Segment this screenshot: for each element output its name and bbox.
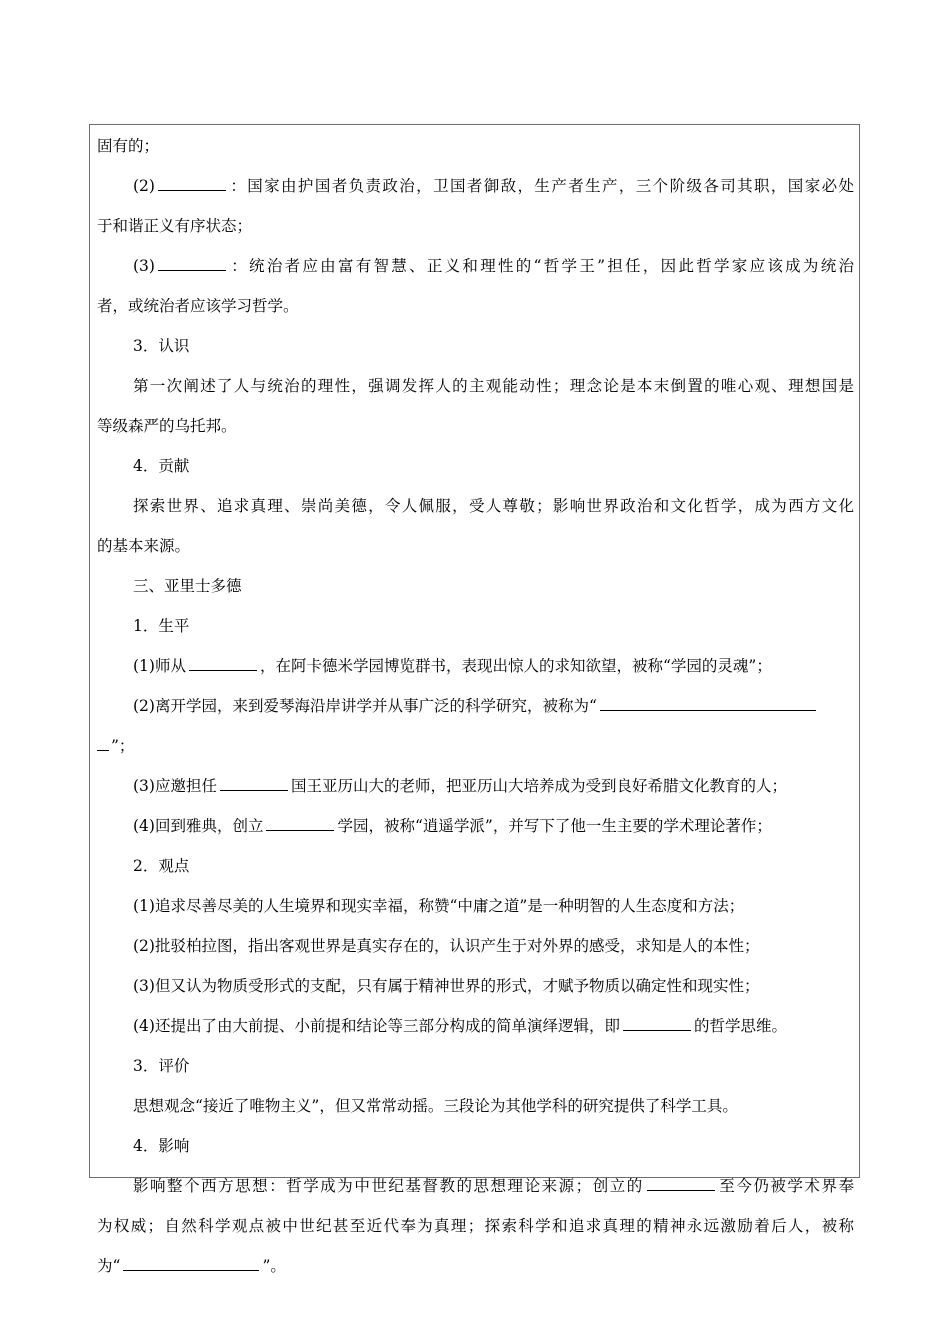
section-heading [97, 846, 854, 886]
text: ：国家由护国者负责政治，卫国者御敌，生产者生产，三个阶级各司其职，国家必处 [228, 177, 854, 195]
text: 的基本来源。 [97, 537, 191, 555]
section-heading [97, 606, 854, 646]
line-4 [97, 246, 854, 286]
line-16 [97, 726, 854, 766]
line-5 [97, 286, 854, 326]
line-22 [97, 966, 854, 1006]
text: (3)但又认为物质受形式的支配，只有属于精神世界的形式，才赋予物质以确定性和现实性； [133, 977, 760, 995]
line-2 [97, 166, 854, 206]
text: 1．生平 [133, 617, 190, 635]
text: 2．观点 [133, 857, 190, 875]
line-8 [97, 406, 854, 446]
text: 3．评价 [133, 1057, 190, 1075]
text: ”。 [262, 1257, 286, 1275]
line-21 [97, 926, 854, 966]
text: (1)师从 [133, 657, 186, 675]
fill-blank[interactable] [647, 1176, 715, 1191]
text: 于和谐正义有序状态； [97, 217, 253, 235]
section-heading [97, 1046, 854, 1086]
text: 者，或统治者应该学习哲学。 [97, 297, 299, 315]
line-11 [97, 526, 854, 566]
text: (3)应邀担任 [133, 777, 217, 795]
fill-blank[interactable] [600, 696, 816, 711]
line-17 [97, 766, 854, 806]
section-heading [97, 1126, 854, 1166]
text: (4)还提出了由大前提、小前提和结论等三部分构成的简单演绎逻辑，即 [133, 1017, 620, 1035]
line-28 [97, 1206, 854, 1246]
fill-blank[interactable] [266, 816, 334, 831]
text: ，在阿卡德米学园博览群书，表现出惊人的求知欲望，被称“学园的灵魂”； [259, 657, 772, 675]
fill-blank[interactable] [189, 656, 257, 671]
text: 三、亚里士多德 [133, 577, 242, 595]
text: ：统治者应由富有智慧、正义和理性的“哲学王”担任，因此哲学家应该成为统治 [228, 257, 854, 275]
text: ”； [111, 737, 135, 755]
text: (2)离开学园，来到爱琴海沿岸讲学并从事广泛的科学研究，被称为“ [133, 697, 597, 715]
line-14 [97, 646, 854, 686]
fill-blank[interactable] [158, 256, 226, 271]
text: (2)批驳柏拉图，指出客观世界是真实存在的，认识产生于对外界的感受，求知是人的本性； [133, 937, 760, 955]
text: 的哲学思维。 [693, 1017, 787, 1035]
text: (3) [133, 257, 155, 275]
line-7 [97, 366, 854, 406]
text: (2) [133, 177, 155, 195]
fill-blank[interactable] [623, 1016, 691, 1031]
text: 等级森严的乌托邦。 [97, 417, 237, 435]
document-body [97, 126, 854, 1286]
line-3 [97, 206, 854, 246]
line-29 [97, 1246, 854, 1286]
text: 影响整个西方思想：哲学成为中世纪基督教的思想理论来源；创立的 [133, 1177, 644, 1195]
line-27 [97, 1166, 854, 1206]
text: 思想观念“接近了唯物主义”，但又常常动摇。三段论为其他学科的研究提供了科学工具。 [133, 1097, 738, 1115]
line-25 [97, 1086, 854, 1126]
text: 为“ [97, 1257, 121, 1275]
line-20 [97, 886, 854, 926]
chapter-heading [97, 566, 854, 606]
text: 为权威；自然科学观点被中世纪甚至近代奉为真理；探索科学和追求真理的精神永远激励着后人，被称 [97, 1217, 854, 1235]
fill-blank[interactable] [220, 776, 288, 791]
line-15 [97, 686, 854, 726]
section-heading [97, 446, 854, 486]
line-23 [97, 1006, 854, 1046]
text: 固有的； [97, 137, 160, 155]
text: 第一次阐述了人与统治的理性，强调发挥人的主观能动性；理念论是本末倒置的唯心观、理想国是 [133, 377, 854, 395]
line-18 [97, 806, 854, 846]
line-10 [97, 486, 854, 526]
text: (4)回到雅典，创立 [133, 817, 264, 835]
text: 4．贡献 [133, 457, 190, 475]
text: 至今仍被学术界奉 [717, 1177, 854, 1195]
text: 探索世界、追求真理、崇尚美德，令人佩服，受人尊敬；影响世界政治和文化哲学，成为西方文化 [133, 497, 854, 515]
fill-blank[interactable] [97, 736, 109, 751]
fill-blank[interactable] [158, 176, 226, 191]
line-1 [97, 126, 854, 166]
fill-blank[interactable] [123, 1256, 259, 1271]
section-heading [97, 326, 854, 366]
text: (1)追求尽善尽美的人生境界和现实幸福，称赞“中庸之道”是一种明智的人生态度和方法； [133, 897, 745, 915]
text: 3．认识 [133, 337, 190, 355]
text: 国王亚历山大的老师，把亚历山大培养成为受到良好希腊文化教育的人； [290, 777, 787, 795]
text: 4．影响 [133, 1137, 190, 1155]
text: 学园，被称“逍遥学派”，并写下了他一生主要的学术理论著作； [337, 817, 772, 835]
